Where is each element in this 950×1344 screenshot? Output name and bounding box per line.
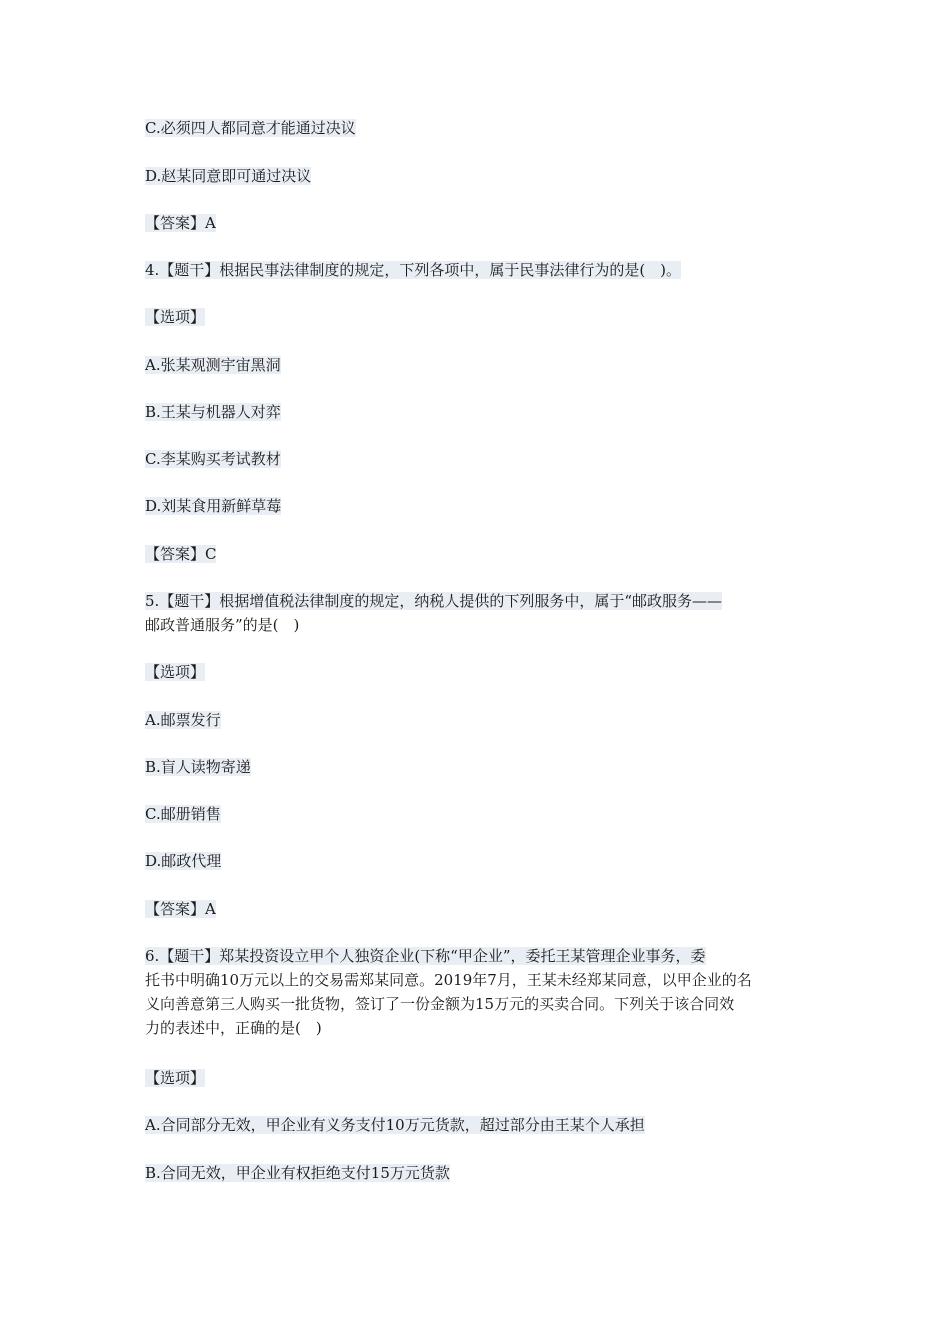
question-6-option-a: [145, 1114, 810, 1137]
answer-line: [145, 212, 810, 235]
option-text: A.张某观测宇宙黑洞: [145, 356, 281, 374]
option-text: D.刘某食用新鲜草莓: [145, 497, 282, 515]
question-5-option-a: [145, 709, 810, 732]
option-d-text: D.赵某同意即可通过决议: [145, 167, 312, 185]
question-4-option-d: [145, 495, 810, 518]
answer-text: 【答案】A: [145, 214, 216, 232]
question-4-options-label: [145, 306, 810, 329]
question-4-text: 4.【题干】根据民事法律制度的规定，下列各项中，属于民事法律行为的是( )。: [145, 261, 682, 279]
question-5-text-continued: 邮政普通服务”的是( ): [145, 616, 300, 634]
options-label-text: 【选项】: [145, 1069, 206, 1087]
option-text: D.邮政代理: [145, 852, 222, 870]
option-text: C.邮册销售: [145, 805, 221, 823]
question-6-stem-line-3: [145, 993, 810, 1016]
option-c-line: [145, 117, 810, 140]
option-text: A.合同部分无效，甲企业有义务支付10万元货款，超过部分由王某个人承担: [145, 1116, 645, 1134]
options-label-text: 【选项】: [145, 663, 206, 681]
question-6-stem-line-2: [145, 969, 810, 992]
question-4-stem: [145, 259, 810, 282]
question-4-option-b: [145, 401, 810, 424]
question-6-text-continued: 力的表述中，正确的是( ): [145, 1019, 322, 1037]
option-text: C.李某购买考试教材: [145, 450, 281, 468]
question-4-option-c: [145, 448, 810, 471]
option-text: B.合同无效，甲企业有权拒绝支付15万元货款: [145, 1164, 450, 1182]
option-c-text: C.必须四人都同意才能通过决议: [145, 119, 356, 137]
question-6-stem-line-1: [145, 945, 810, 968]
question-6-text-continued: 义向善意第三人购买一批货物，签订了一份金额为15万元的买卖合同。下列关于该合同效: [145, 995, 735, 1013]
question-4-option-a: [145, 354, 810, 377]
option-d-line: [145, 165, 810, 188]
question-6-options-label: [145, 1067, 810, 1090]
question-5-stem-line-1: [145, 590, 810, 613]
question-5-answer: [145, 898, 810, 921]
question-6-option-b: [145, 1162, 810, 1185]
options-label-text: 【选项】: [145, 308, 206, 326]
answer-text: 【答案】C: [145, 545, 217, 563]
option-text: B.盲人读物寄递: [145, 758, 251, 776]
question-5-stem-line-2: [145, 614, 810, 637]
question-5-option-c: [145, 803, 810, 826]
question-6-stem-line-4: [145, 1017, 810, 1040]
option-text: A.邮票发行: [145, 711, 221, 729]
question-5-options-label: [145, 661, 810, 684]
answer-text: 【答案】A: [145, 900, 216, 918]
question-6-text-continued: 托书中明确10万元以上的交易需郑某同意。2019年7月，王某未经郑某同意，以甲企业的名: [145, 971, 752, 989]
option-text: B.王某与机器人对弈: [145, 403, 281, 421]
question-4-answer: [145, 543, 810, 566]
question-5-option-b: [145, 756, 810, 779]
question-5-text: 5.【题干】根据增值税法律制度的规定，纳税人提供的下列服务中，属于“邮政服务——: [145, 592, 722, 610]
question-5-option-d: [145, 850, 810, 873]
question-6-text: 6.【题干】郑某投资设立甲个人独资企业(下称“甲企业”，委托王某管理企业事务，委: [145, 947, 706, 965]
